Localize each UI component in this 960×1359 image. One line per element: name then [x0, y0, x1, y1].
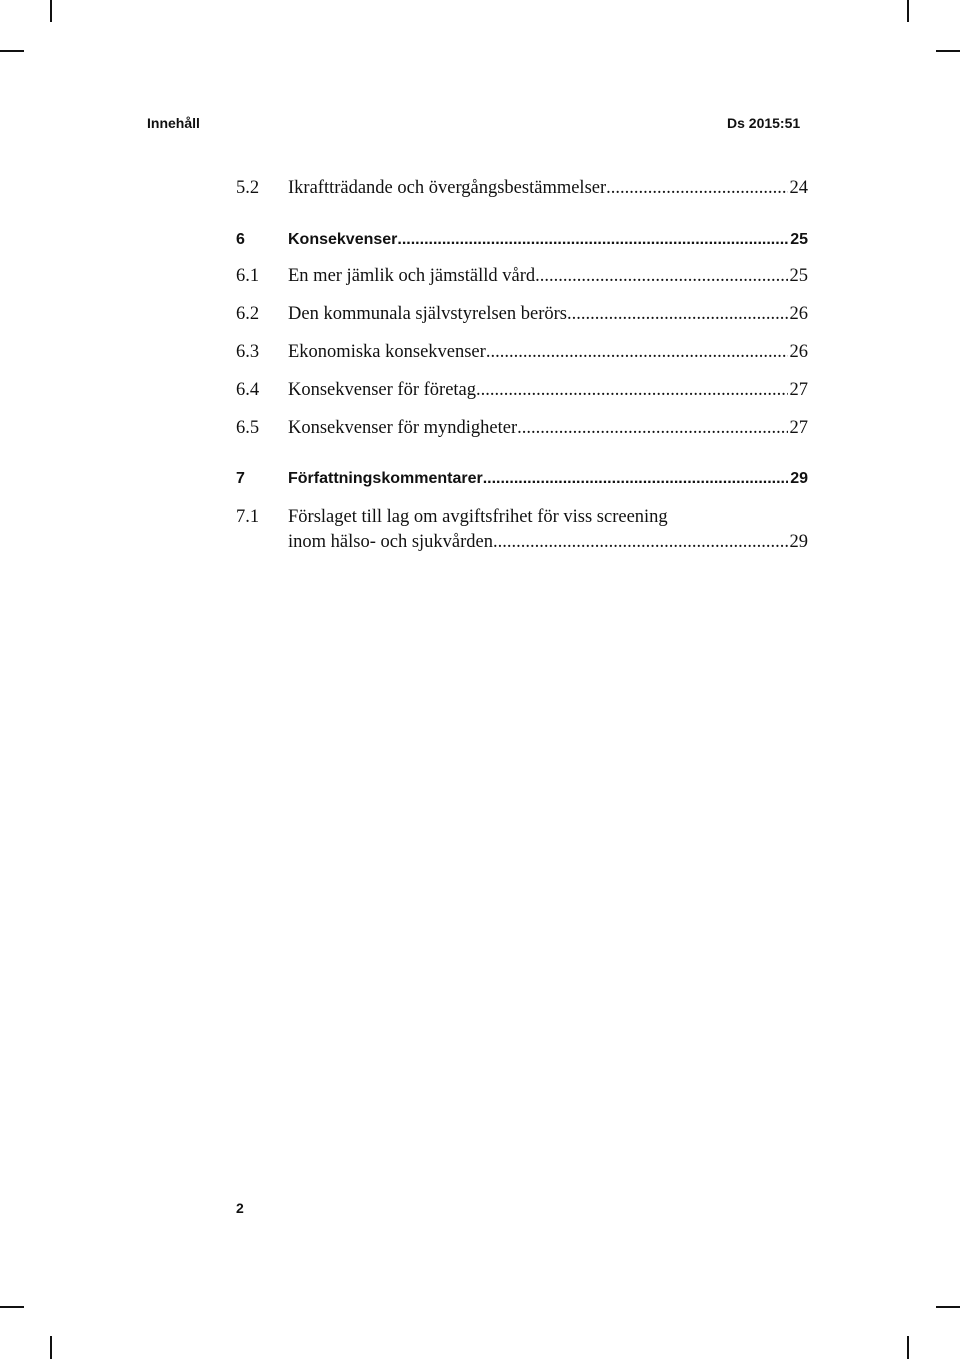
toc-entry	[236, 507, 808, 529]
toc-entry-title-line2: inom hälso- och sjukvården	[288, 532, 493, 552]
toc-dot-leader	[483, 470, 789, 488]
toc-entry-title: Författningskommentarer	[288, 470, 483, 487]
toc-dot-leader	[476, 380, 787, 401]
crop-mark	[907, 0, 909, 22]
page-number: 2	[236, 1200, 244, 1216]
toc-dot-leader	[486, 342, 788, 363]
toc-entry-number: 5.2	[236, 178, 260, 198]
toc-entry-page: 25	[790, 231, 808, 248]
toc-entry-page: 26	[789, 342, 808, 362]
toc-entry	[236, 178, 808, 200]
toc-entry-page: 29	[790, 470, 808, 487]
toc-dot-leader	[517, 418, 787, 439]
toc-chapter-entry	[236, 231, 808, 253]
toc-entry-page: 29	[789, 532, 808, 552]
toc-entry-title: Konsekvenser	[288, 231, 398, 248]
toc-entry-number: 6.4	[236, 380, 260, 400]
toc-entry	[236, 266, 808, 288]
toc-entry-page: 27	[789, 418, 808, 438]
toc-entry-page: 25	[789, 266, 808, 286]
toc-dot-leader	[397, 231, 788, 249]
running-header-doc-id: Ds 2015:51	[727, 115, 801, 131]
toc-entry-title: Ikraftträdande och övergångsbestämmelser	[288, 178, 607, 198]
toc-chapter-entry	[236, 470, 808, 492]
toc-entry	[236, 304, 808, 326]
toc-dot-leader	[606, 178, 787, 199]
toc-entry-number: 6.2	[236, 304, 260, 324]
toc-entry-page: 27	[789, 380, 808, 400]
toc-entry-number: 6.3	[236, 342, 260, 362]
running-header-section: Innehåll	[147, 115, 200, 131]
crop-mark	[936, 1306, 960, 1308]
toc-entry-number: 6.5	[236, 418, 260, 438]
toc-entry-page: 26	[789, 304, 808, 324]
toc-dot-leader	[567, 304, 788, 325]
toc-dot-leader	[535, 266, 787, 287]
toc-entry-page: 24	[789, 178, 808, 198]
crop-mark	[936, 50, 960, 52]
toc-entry-number: 7.1	[236, 507, 260, 527]
toc-entry-number: 6.1	[236, 266, 260, 286]
toc-entry	[236, 380, 808, 402]
crop-mark	[0, 50, 24, 52]
toc-entry	[236, 342, 808, 364]
toc-entry-title: En mer jämlik och jämställd vård	[288, 266, 536, 286]
crop-mark	[0, 1306, 24, 1308]
toc-entry-number: 6	[236, 231, 245, 248]
toc-entry-title: Ekonomiska konsekvenser	[288, 342, 486, 362]
crop-mark	[50, 1336, 52, 1359]
toc-entry-title: Konsekvenser för myndigheter	[288, 418, 518, 438]
toc-entry-title-line1: Förslaget till lag om avgiftsfrihet för viss screening	[288, 507, 668, 527]
toc-entry-continuation	[288, 532, 808, 553]
toc-entry-title: Konsekvenser för företag	[288, 380, 477, 400]
toc-entry-title: Den kommunala självstyrelsen berörs	[288, 304, 567, 324]
toc-entry	[236, 418, 808, 440]
toc-entry-number: 7	[236, 470, 245, 487]
toc-dot-leader	[493, 532, 788, 553]
crop-mark	[907, 1336, 909, 1359]
crop-mark	[50, 0, 52, 22]
